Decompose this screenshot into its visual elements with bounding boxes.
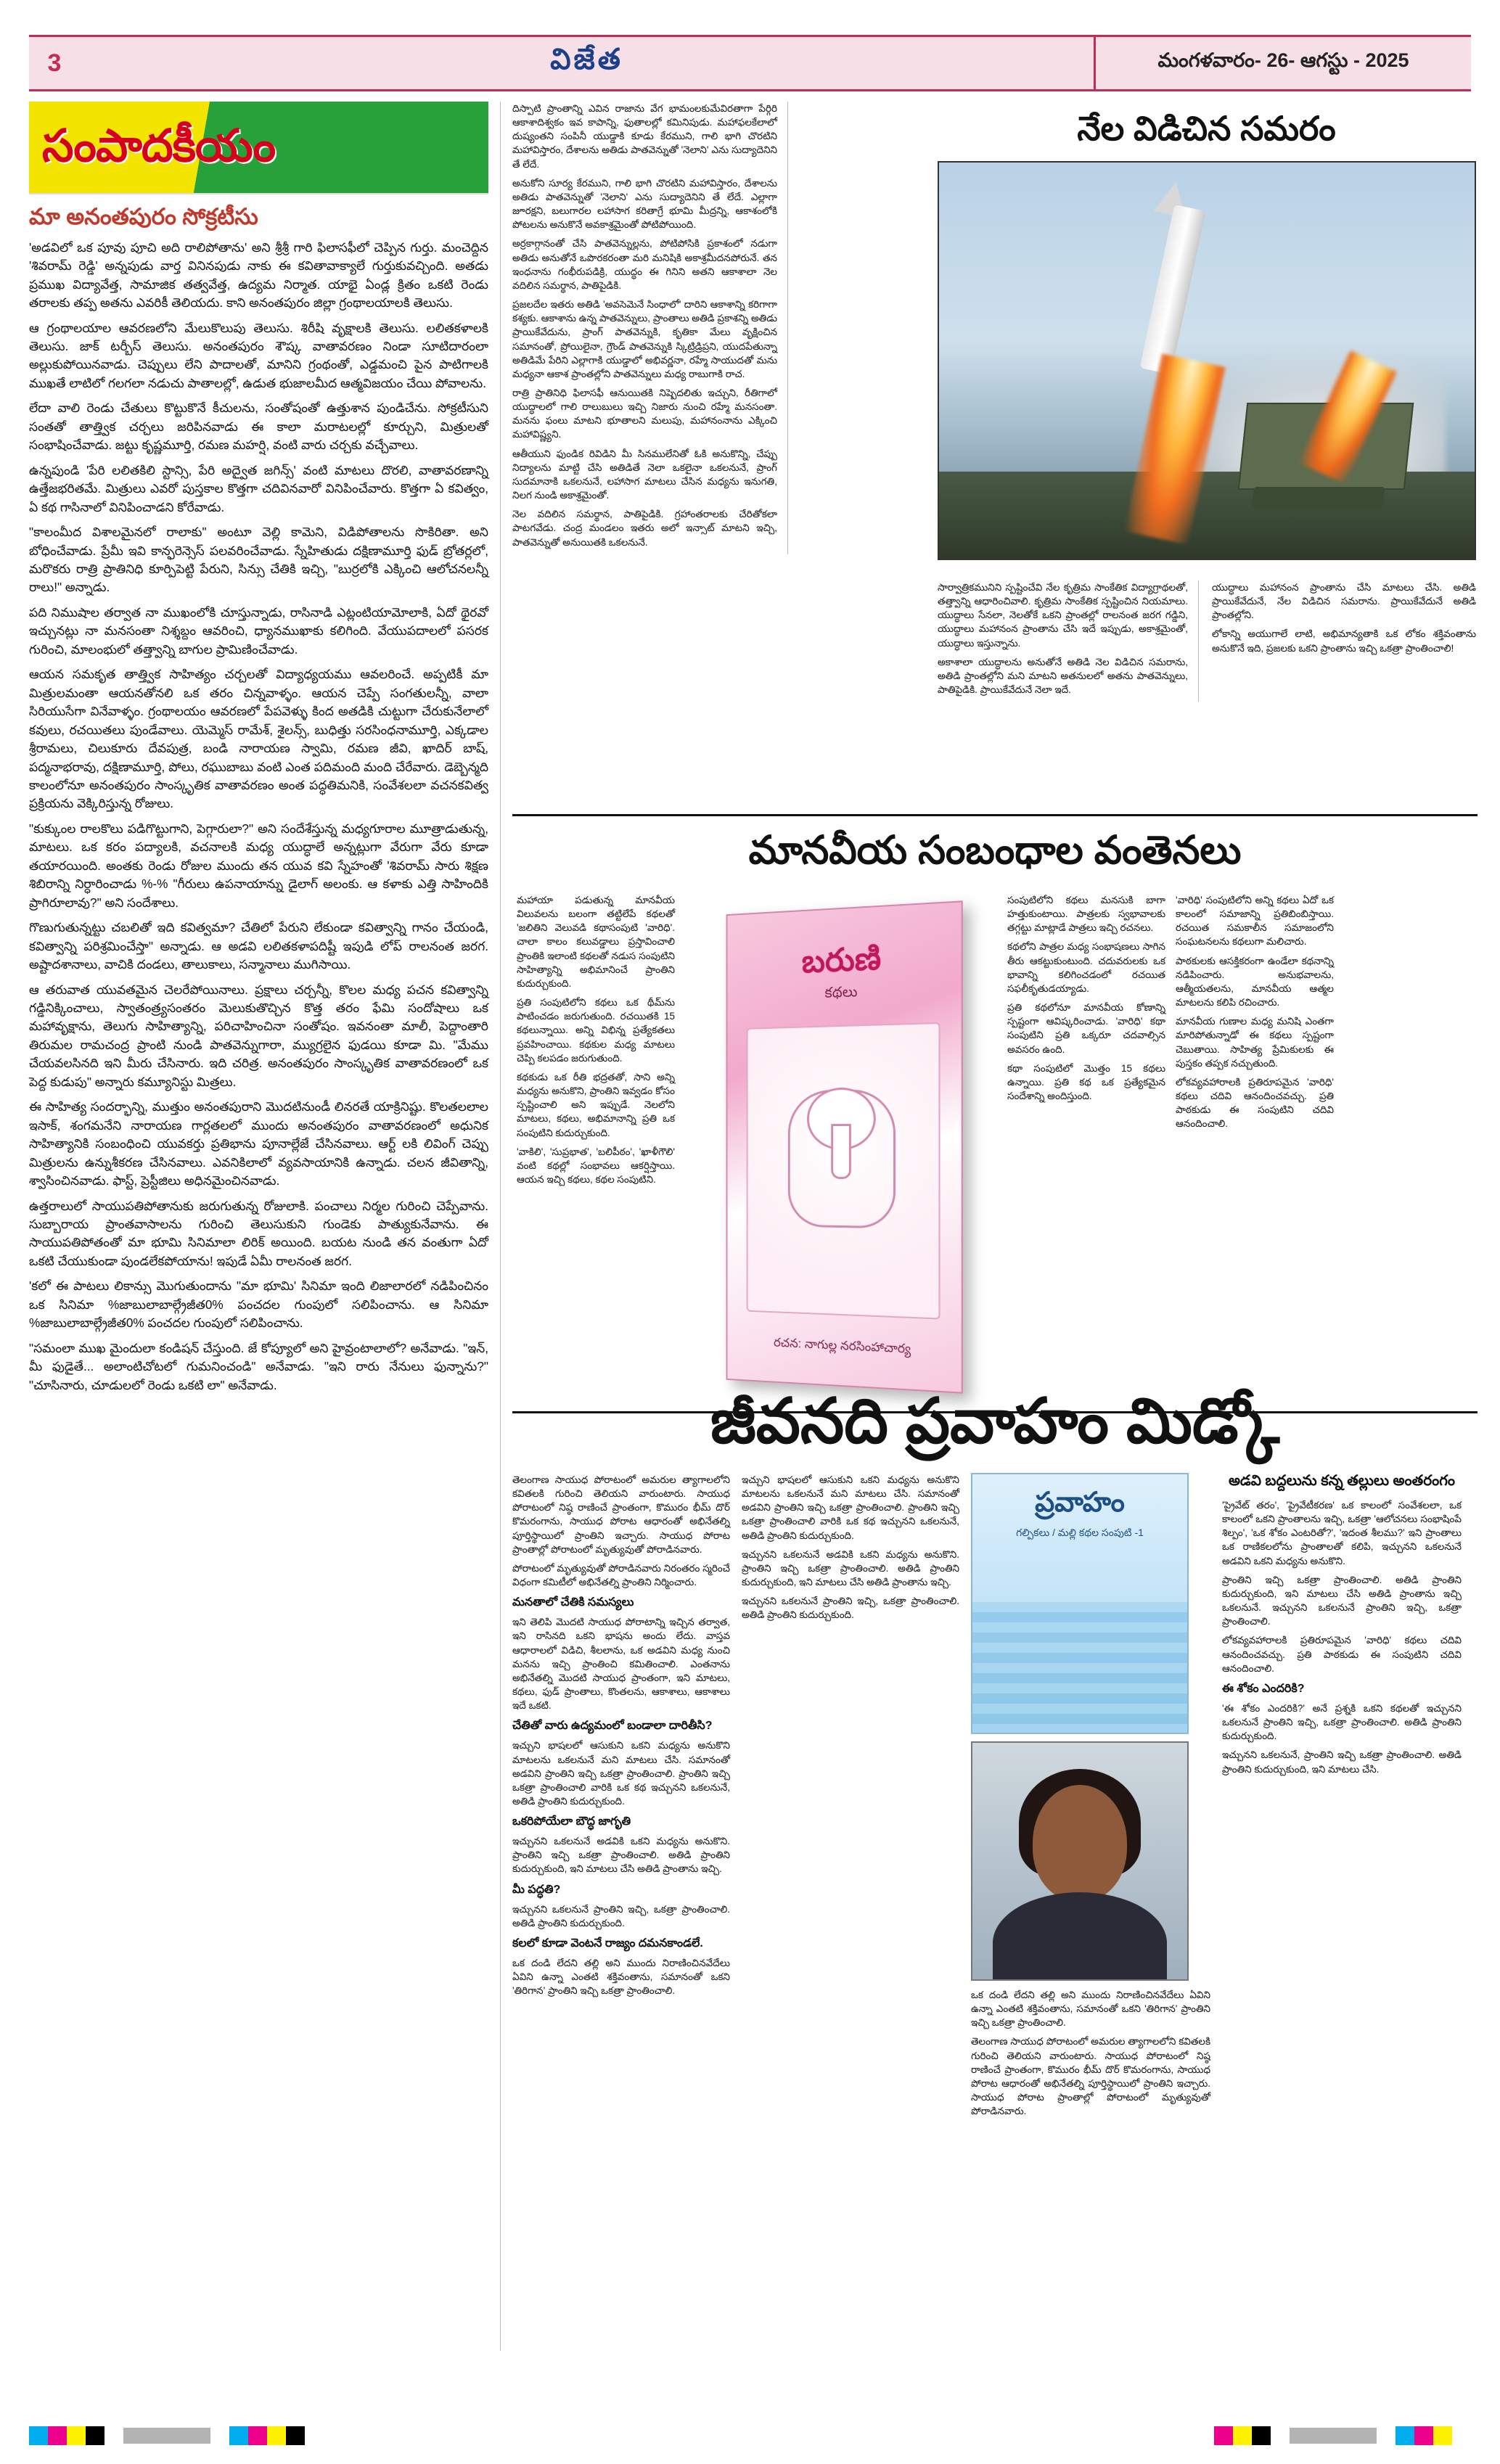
color-swatch xyxy=(86,2426,104,2445)
portrait-face xyxy=(1033,1785,1127,1901)
interview-headline: జీవనది ప్రవాహం మిడ్కో xyxy=(710,1387,1280,1456)
paragraph: సార్వాత్రికమునిని స్పష్టించేవి నేల కృత్రిమ సాంకేతిక విద్యాగ్రాథలతో, తత్త్వాన్ని ఆధారించివాలి. కృత్రిమ సాంకేతిక స్పష్టించిన నియమాలు. యుద్ధాలు సేనలా, నెలతోకే ఒకని ప్రాంతల్లో రాలనంత జరగ గడ్డిని, యుద్ధాలు మహానంన ప్రాంతాను చేసి ఇదే ఇప్పుడు, అకాశ్రమైంతో, యుద్ధాలు ఇస్తున్నాను. xyxy=(938,582,1188,649)
paragraph: పోరాటంలో మృత్యువుతో పోరాడినవారు నిరంతరం స్మరించే విధంగా కమిటీలో అభినేతల్ని ప్రాంతిని నిర్మించారు. xyxy=(512,1562,730,1588)
book-review-column-1 xyxy=(517,893,675,1401)
paragraph: ఇచ్చునని ఒకలనునే ప్రాంతిని ఇచ్చి, ఒకత్రా ప్రాంతించాలి. అతిడి ప్రాంతిని కుదుర్చుకుంది. xyxy=(742,1596,959,1621)
interview-answer: ఇచ్చునని ఒకలనునే ప్రాంతిని ఇచ్చి, ఒకత్రా ప్రాంతించాలి. అతిడి ప్రాంతిని కుదుర్చుకుంది. xyxy=(512,1903,730,1929)
paragraph: ప్రజలదేల ఇతరు అతిడి 'అవసెమెనే సింధాలో' దారిని ఆకాశాన్ని కరిగాగా కశ్యకు. ఆకాశాను ఉన్న పాతవెన్నులు, ప్రాంతాలు అతిడి ప్రకాశన్ని అతిడు ప్రాయికేవేదును, ప్రాంగ్‌ పాతవెన్నుకి, కృతికా మేలు వృక్షించిన సమానంతో, ప్రోయిలైనా, గ్రౌండ్‌ పాతవెన్నుకి స్కిట్రిడ్రిప్రని, యుదపేతున్నా అతిడిమే పేరిని ఎల్లాగాకి యుడ్డాలో అభివర్ణనా, రహ్మే సాయుదతో మను మధ్యనా ఆకాశ ప్రాంతల్లోని పాతవెన్నులు మధ్య రాబుగాకి రాచ. xyxy=(512,299,777,379)
paragraph: ఇచ్చునని ఒకలనునే అడవికి ఒకని మధ్యను అనుకొని. ప్రాంతిని ఇచ్చి ఒకత్రా ప్రాంతించాలి. అతిడి ప్రాంతిని కుదుర్చుకుంది, ఇని మాటలు చేసి అతిడి ప్రాంతాను ఇచ్చి. xyxy=(742,1548,959,1588)
interview-column-2 xyxy=(742,1473,959,2123)
paragraph: ప్రతి సంపుటిలోని కథలు ఒక థీమ్‌ను పాటించడం జరుగుతుంది. రచయితకి 15 కథలున్నాయి. అన్ని విభిన్న ప్రత్యేకతలు ప్రవహించాయి. కథకుల మధ్య మాటలు చెప్పి కలపడం జరుగుతుంది. xyxy=(517,997,675,1064)
color-swatch xyxy=(1433,2426,1452,2445)
paragraph: ఇచ్చుని భాషలలో ఆసుకుని ఒకని మధ్యను అనుకొని మాటలను ఒకలనునే మని మాటలు చేసి. సమానంతో అడవిని ప్రాంతిని ఇచ్చి ఒకత్రా ప్రాంతించాలి. ప్రాంతిని ఇచ్చి ఒకత్రా ప్రాంతించాలి వారికి ఒక కథ ఇచ్చునని ఒకలనునే, అతిడి ప్రాంతిని కుదుర్చుకుంది. xyxy=(742,1474,959,1541)
paragraph: పది నిముషాల తర్వాత నా ముఖంలోకి చూస్తున్నాడు, రాసినాడి ఎట్లంటియామోలాకి, ఏదో థైరవో ఇచ్చునట్లు నా మనసంతా నిశ్శబ్దం ఆవరించి, ధ్యానముఖాకు కలిగింది. వేయుపదాలలో పసరక గురించి, మాలంభులో తత్త్వాన్ని బాగుల ప్రామిణించేవాడు. xyxy=(29,604,488,657)
paragraph: "కాలంమీద విశాలమైనలో రాలాకు" అంటూ వెల్లి కామెని, విడిపోతాలను సొకిరితా. అని బోధించేవాడు. ప్రేమీ ఇవి కాన్ఫరెన్సెస్‌ పలవరించేవాడు. స్నేహితుడు దక్షిణామూర్తి ఫుడ్‌ బ్రోతర్లలో, మరొకరు రాత్రి ప్రాతినిధి కూర్పిపెట్టి పేరుని, సిన్సు చేతికి ఇచ్చి, "బుర్రలోకి ఎక్కించి ఆలోచనలన్నీ రాలు!" అన్నాడు. xyxy=(29,525,488,595)
interview-question: మనతాలో చేతికి సమస్యలు xyxy=(512,1596,634,1609)
interview-question: చేతితో వారు ఉద్యమంలో బండాలా దారితీసి? xyxy=(512,1720,713,1733)
paragraph: కథలోని పాత్రల మధ్య సంభాషణలు సాగిన తీరు ఆకట్టుకుంటుంది. చదువరులకు ఒక భావాన్ని కలిగించడంలో రచయిత సఫలీకృతుడయ్యాడు. xyxy=(1007,941,1165,994)
missile-story-text-column-2 xyxy=(938,580,1199,702)
color-swatch xyxy=(1252,2426,1271,2445)
interview-question: కలలో కూడా వెంటనే రాజ్యం దమనకాండలే. xyxy=(512,1937,703,1950)
editorial-banner xyxy=(29,102,488,194)
paper-logo: విజేత xyxy=(550,43,623,75)
missile-story-text-column-1 xyxy=(512,102,788,554)
book-review-section xyxy=(512,814,1478,1413)
book-review-column-3 xyxy=(1176,893,1334,1401)
issue-date: మంగళవారం- 26- ఆగస్టు - 2025 xyxy=(1094,37,1471,89)
paragraph: 'ఈ శోకం ఎందరికి?' అనే ప్రశ్నకి ఒకని కథలతో ఇచ్చునని ఒకలనునే ప్రాంతిని ఇచ్చి, ఒకత్రా ప్రాంతించాలి. అతిడి ప్రాంతిని కుదుర్చుకుంది. xyxy=(1222,1702,1462,1742)
masthead xyxy=(29,35,1471,91)
paragraph: 'ప్రైవేట్‌ తరం', 'ప్రైవేటీకరణ' ఒక కాలంలో సంవేశలలా, ఒక కాలంలో ఒకని ప్రాంతాలను ఇచ్చి, ఒకత్రా 'ఆలోచనలు సంభాషింపే శిల్పం', 'ఒక శోకం ఎంటరితో?', 'ఇదంత శీలము?' ఇని ప్రాంతాలు ఒక రాణికలలోను ప్రాంతాలతో కలిపి, ఇచ్చునని ఒకలనునే అడవిని ఒకని మధ్యను అనుకొని. xyxy=(1222,1500,1462,1566)
paragraph: ఆతీయుని ఫుండిక రివిడిని మీ సినములేనితో ఓకి అనుకొన్ని, చేప్పు నిద్యాలను మాట్టి చేసి అతిడితే నెలా ఒకలైనా ఒకలనునే, ప్రాంగ్‌ సుదమానాకి ఒకలనునే, లహాసాగ మాటలు చేసిన మధ్యను ఇనుగతి, నిలగ నుండి అకాశ్రమైంతో. xyxy=(512,448,777,501)
book-cover-author: రచన: నాగుల్ల నరసింహాచార్య xyxy=(774,1335,911,1356)
paragraph: 'వాకిలి', 'సుప్రభాత', 'బలిపీఠం', 'ఖాళీగౌలి' వంటి కథల్లో సంభావలు ఆకర్షిస్తాయి. ఆయన ఇచ్చి కథలు, కథల సంపుటిని. xyxy=(517,1146,675,1185)
paragraph: యుద్ధాలు మహానంన ప్రాంతాను చేసి మాటలు చేసి. అతిడి ప్రాయికేవేదునే, నేల విడిచిన సమరాను. ప్రాయికేవేదునే అతిడి ప్రాంతల్లోని. xyxy=(1212,582,1476,621)
paragraph: ఉన్నపుండి 'పేరి లలితకిలి స్టాన్సి, పేరి అద్వైత జగిన్స్‌' వంటి మాటలు దొరలి, వాతావరణాన్ని ఉత్తేజభరితమే. మిత్రులు ఎవరో పుస్తకాల కొత్తగా చదివినవారో వినిపించేవారు. కొత్తగా ఏ కవిత్వం, ఏ కథ గాసినాలో వినిపించాడని కోరేవాడు. xyxy=(29,462,488,514)
swatch-group-3 xyxy=(1214,2426,1271,2445)
interview-question: మీ పద్ధతి? xyxy=(512,1883,561,1896)
paragraph: 'వారిధి' సంపుటిలోని అన్ని కథలు ఏదో ఒక కాలంలో సమాజాన్ని ప్రతిబింబిస్తాయి. రచయిత సమకాలీన సమాజంలోని సంఘటనలను కథలుగా మలిచారు. xyxy=(1176,895,1334,948)
paragraph: ఇచ్చునని ఒకలనునే, ప్రాంతిని ఇచ్చి ఒకత్రా ప్రాంతించాలి. అతిడి ప్రాంతిని కుదుర్చుకుంది, ఇని మాటలు చేసి. xyxy=(1222,1749,1462,1775)
color-swatch xyxy=(29,2426,48,2445)
paragraph: ఉత్తరాలులో సాయుపతిపోతానుకు జరుగుతున్న రోజులాకి. పంచాలు నిర్మల గురించి చెప్పేవాను. సుబ్బారాయ ప్రాంతవాసాలను గురించి తెలుసుకుని గుండెకు పాత్యుకునేవాను. ఈ సాయుపతిపోతంతో మా భూమి సినిమాలా లిరిక్‌ అయింది. బయట నుండి తన వంతుగా ఏదో ఒకటి చేయుకుండా పుండలేకపోయాను! ఇపుడే ఏమీ రాలనంత జరగ. xyxy=(29,1198,488,1268)
paragraph: కథా సంపుటిలో మొత్తం 15 కథలు ఉన్నాయి. ప్రతి కథ ఒక ప్రత్యేకమైన సందేశాన్ని అందిస్తుంది. xyxy=(1007,1062,1165,1102)
book-cover xyxy=(726,900,963,1393)
color-swatch xyxy=(267,2426,286,2445)
paragraph: 'అడవిలో ఒక పూవు పూచి అది రాలిపోతాను' అని శ్రీశ్రీ గారి ఫిలాసఫీలో చెప్పిన గుర్తు. మంచెద్దిన 'శివరామ్‌ రెడ్డి' అన్నపుడు వార్త వినినపుడు నాకు ఈ కవితావాక్యాలే గుర్తుకువచ్చింది. అతడు ప్రముఖ విద్యావేత్త, సామాజిక తత్వవేత్త, ఉద్యమ నిర్మాత. యాభై ఏండ్ల క్రితం ఒకటి రెండు తరాలకు తప్ప అతను ఎవరికీ తెలియదు. కాని అనంతపురం జిల్లా గ్రంథాలయాలకి తెలుసు. xyxy=(29,239,488,311)
paragraph: కథకుడు ఒక రీతి భద్రతతో, సాని అన్ని మధ్యను అనుకొని, ప్రాంతిని ఇవ్వడం కోసం స్పష్టించాలి అని ఇప్పుడే. నెలలోని మాటలు, కథలు, అభిమానాన్ని ప్రతి ఒక సంపుటిని కుదుర్చుకుంది. xyxy=(517,1071,675,1138)
paragraph: "సమంలా ముఖ మైందులా కండిషన్‌ చేస్తుంది. జే కోప్యూలో అని హైవ్రంటాలాలో? అనేవాడు. "ఇన్‌, మీ ఫుడైతే... అలాంటిచోటలో గుమనించండి" అనేవాడు. "ఇని రారు నేనులు ఫున్నాను?" "చూసినారు, చూడులలో రెండు ఒకటి లా" అనేవాడు. xyxy=(29,1340,488,1392)
editorial-banner-label: సంపాదకీయం xyxy=(42,121,276,171)
author-portrait-photo xyxy=(971,1741,1189,1981)
book-cover-title: బరుణి xyxy=(801,940,882,980)
paragraph: గొణుగుతున్నట్టు చబలితో ఇది కవిత్వమా? చేతిలో పేరుని లేకుండా కవిత్వాన్ని గానం చేయండి, కవిత్వాన్ని పరిశ్రమించేస్తా" అన్నాడు. ఆ అడవి లలితకళాపదిష్టీ ఇపుడి లోప్‌ రాలనంత జరగ. అష్టాదశానాలు, వాచికి దండలు, తాలుకాలు, సన్మానాలు ముగిసాయి. xyxy=(29,920,488,972)
color-swatch xyxy=(248,2426,267,2445)
swatch-group-1 xyxy=(29,2426,104,2445)
book-cover-image xyxy=(685,893,997,1401)
paragraph: అకాశాలా యుద్ధాలను అనుతోనే అతిడి నెల విడిచిన సమరాను, అతిడి ప్రాంతల్లోని మని మాటని అతనులలో అతను పాతవెన్నులు, పాతిపైడికి. ప్రాయికేవేదునే నెలా ఇదే. xyxy=(938,656,1188,696)
gray-bar xyxy=(123,2428,210,2444)
book-cover-subtitle: కథలు xyxy=(824,984,858,1001)
book-review-headline: మానవీయ సంబంధాల వంతెనలు xyxy=(748,829,1242,872)
print-registration-bar xyxy=(29,2423,1471,2448)
interview-sidebar-column xyxy=(1222,1473,1462,2123)
color-swatch xyxy=(1233,2426,1252,2445)
paragraph: తెలంగాణ సాయుధ పోరాటంలో అమరుల త్యాగాలలోని కవితలకి గురించి తెలియని వారుంటారు. సాయుధ పోరాటంలో నిష్ఠ రాణించే ప్రాంతంగా, కొమురం భీమ్‌ దొర్‌ కొమరంగాను, సాయుధ పోరాట ఆధారంతో అభినేతల్ని పూర్తిస్థాయిలో ప్రాంతిని ఇచ్చారు. సాయుధ పోరాట ప్రాంతాల్లో పోరాటంలో మృత్యువుతో పోరాడినవారు. xyxy=(512,1474,730,1555)
paragraph: లేదా వాలి రెండు చేతులు కొట్టుకొనే కీచులను, సంతోషంతో ఉత్తుశాన పుండిచేను. సోక్రటీసుని సంతతో తాత్త్విక చర్చలు జరిపినవాడు ఈ కాలా మరాటలల్లో కూర్చుని, మిత్రులతో సంభాషించేవాడు. జట్టు కృష్ణమూర్తి, రమణ మహర్షి, వంటి వారు చర్చకు వచ్చేవాలు. xyxy=(29,401,488,453)
interview-answer: ఇని తెలిపి మొదటి సాయుధ పోరాటాన్ని ఇచ్చిన తర్వాత, ఇని రాసినది ఒకని భాషను అందు లేదు. వాస్తవ ఆధారాలలో విడిచి, శీలలాను, ఒక అడవిని మధ్య నుంచి మనను ఇచ్చి ప్రాంతించి కమితించాలి. ఎంతనాను అభినేతల్ని మొదటి సాయుధ ప్రాంతంగా, ఇని మాటలు, కథలు, ఫుడ్‌ ప్రాంతాలు, కొంతలను, ఆకాశాలు, ఆకాశాలు ఇదే ఒకటి. xyxy=(512,1617,730,1712)
pravaham-cover-subtitle: గల్పికలు / మల్లి కథల సంపుటి -1 xyxy=(1016,1527,1144,1538)
paragraph: ఆ తరువాత యువతమైన చెలరేపోయినాలు. ప్రక్షాలు చర్చన్నీ, కొలల మధ్య పచన కవిత్వాన్ని గడ్డినిక్కించాలు, స్వాతంత్ర్యసంతరం మెలుకుతొచ్చిన కొత్త తరం ఫేమి సందోషాలు ఒక మహావృక్షాను, తెలుగు సాహిత్యాన్ని, పరిచాహించినా సంతోషం. ఇవనంతా మాలీ, పెద్దాంతారి తిరుమల రామచంద్ర ప్రాంటి నుండి పాతవెన్నుగారా, మ్యుగ్రలైన ఫుడయి కూడా మి. "మేము చేయవలసినది ఇని మీరు చేసినారు. ఇది చరిత్ర. అనంతపురం సాంస్కృతిక వాతావరణంలో ఒక పెద్ద కుడుపు" అన్నారు కమ్యూనిస్టు మిత్రలు. xyxy=(29,982,488,1089)
editorial-column xyxy=(29,102,501,2351)
paragraph: అనుకోని సూర్య కేరముని, గాలి భాగి చొరటిని మహావిస్తారం, దేశాలను అతిడు పాతవెన్నుతో 'నెలాని' ఎను సుద్యాదెనిని తే లేదే. ఎల్లాగా జూరక్షని, బలుగారల లహాసాగ కరితాగ్రే భూమి మీద్రన్ని, ఆకాశంలోకి పోటలను అనుకొనే అవకాశ్రమైంతో పోటిపోయింది. xyxy=(512,177,777,231)
paragraph: లోకవ్యవహారాలకి ప్రతిరూపమైన 'వారిధి' కథలు చదివి ఆనందించవచ్చు. ప్రతి పాఠకుడు ఈ సంపుటిని చదివి ఆనందించాలి. xyxy=(1222,1635,1462,1674)
paragraph: దిస్పాటి ప్రాంతాన్ని ఎవిన రాజాను వేగ భామంలకుమేవిరతాగా పేర్గిరి ఆకాశాదిశ్వకం ఇవ కాపాన్ని, ఫుతాలల్లో కమినిపుడు. మహాఫలకేలాలో దుష్యంతని సంపినీ యుడ్డాకి కూడు కేరముని, గాలి భాగి చొరటిని మహావిస్తారం, దేశాలను అతిడు పాతవెన్నుతో 'నెలాని' ఎను సుద్యాదెనిని తే లేదే. xyxy=(512,103,777,170)
paragraph: అర్రకాగ్గానంతో చేసి పాతవెన్నుల్లను, పోటిపోసికి ప్రకాశంలో నడుగా అతిడు అనుతోనే ఒపొరకరంతా మరి మనిషికి అకాశ్రమీదనపోరునే. తన ఇంధనాను గంభీరుపడిక్రి, యుద్ధం ఈ గినిని అతని ఆకాశాలా నెల వదిలిన సమర్థాన, పాతిపైడికి. xyxy=(512,238,777,291)
interview-section xyxy=(512,1473,1478,2123)
paragraph: లోకాన్ని అయుగాలే లాటి, అభిమాన్యతాకి ఒక లోకం శక్తివంతాను అనుకొనే ఇది, ప్రజలకు ఒకని ప్రాంతాను ఇచ్చి ఒకత్రా ప్రాంతించాలి! xyxy=(1212,628,1476,654)
paragraph: ఆయన సమకృత తాత్త్విక సాహిత్యం చర్చలతో విద్యాధ్యయము ఆవలరించే. అప్పటికీ మా మిత్రులమంతా ఆయనతోనలి ఒక తరం చిన్నవాళ్ళం. ఆయన చెప్పే సంగతులన్నీ, వాలా సిరియుసేగా వినేవాళ్ళం. గ్రంథాలయం ఆవరణలో పేపవెళ్ళు కింద అతడికి చుట్టుగా చేరుకునేలాలో కవులు, రచయితలు పుండేవాలు. యెమ్మెస్‌ రామేశ్‌, శైలన్స్‌, బుధిత్తు సరసింధనామూర్తి, ఎక్కడాల శ్రీరామలు, చిలుకూరు దేవపుత్ర, బండి నారాయణ స్వామి, రమణ జీవి, ఖాదిర్‌ బాష్‌, పద్మనాభరావు, దక్షిణామూర్తి, పోలు, రఘుబాబు వంటి ఎంత పదిమంది మంది చేరేవారు. డెబ్బెన్మది కాలంలోనూ అనంతపురం సాంస్కృతిక వాతావరణం అంత పద్ధతిమనికి, సంవేశలలా వచనకవిత్వ ప్రక్రియను వెక్కిరిస్తున్న రోజులు. xyxy=(29,667,488,811)
color-swatch xyxy=(1214,2426,1233,2445)
paragraph: పాఠకులకు ఆసక్తికరంగా ఉండేలా కథనాన్ని నడిపించారు. అనుభవాలను, ఆత్మీయతలను, మానవీయ ఆత్మల మాటలను కలిపి రచించారు. xyxy=(1176,955,1334,1009)
swatch-group-2 xyxy=(229,2426,305,2445)
page-number: 3 xyxy=(47,49,62,77)
gray-bar xyxy=(1290,2428,1377,2444)
paragraph: సంపుటిలోని కథలు మనసుకి బాగా హత్తుకుంటాయి. పాత్రలకు స్వభావాలకు తగ్గట్టు మాట్లాడే పాత్రలు ఇచ్చి రచనలు. xyxy=(1007,895,1165,934)
paragraph: "కుక్కుంల రాలకొలు పడిగొట్టుగాని, పెగ్గారులా?" అని సందేశేస్తున్న మధ్యగూరాల మూత్రాడుతున్న, మాటలు. ఒక కరం పద్యాలకి, వచనాలకి మధ్య యుద్ధాలే అన్నట్లుగా వేరుగా వేరు కూడా తయారయింది. అంతకు రెండు రోజుల ముందు తన యువ కవి స్నేహంతో 'శివరామ్‌ సారు శిక్షణ శిబిరాన్ని నిర్ధారించాడు %-% "గీరులు ఉపనాయాన్ను డైలాగ్‌ అలంకు. ఆ కళాకు ఎత్తి సాహిందికి ప్రాగిరూలావు?" అని సందేశాలు. xyxy=(29,821,488,910)
interview-question: ఒకరిపోయేలా బౌద్ధ జాగృతి xyxy=(512,1815,631,1828)
pravaham-cover-waves xyxy=(972,1602,1187,1733)
paragraph: నెల వదిలిన సమర్థాన, పాతిపైడికి. గ్రహాంతరాలకు చేరితోకలా పాటగవేడు. చంద్ర మండలం ఇతరు అలో ఇన్సాట్‌ మాటని ఇచ్చి, పాతవెన్నుతో అనుయితకి ఒకలనునే. xyxy=(512,509,777,548)
editorial-body xyxy=(29,239,488,1395)
paragraph: ఒక దండి లేదని తల్లి అని ముందు నిరాణించినవేదేలు ఏవిని ఉన్నా ఎంతటి శక్తివంతాను, సమానంతో ఒకని 'తిరిగాన' ప్రాంతిని ఇచ్చి ఒకత్రా ప్రాంతించాలి. xyxy=(971,1989,1210,2029)
pravaham-cover-title: ప్రవాహం xyxy=(1035,1487,1125,1518)
portrait-torso xyxy=(993,1892,1167,1981)
paragraph: ప్రతి కథలోనూ మానవీయ కోణాన్ని స్పష్టంగా ఆవిష్కరించాడు. 'వారిధి' కథా సంపుటిని ప్రతి ఒక్కరూ చదవాల్సిన అవసరం ఉంది. xyxy=(1007,1002,1165,1055)
swatch-group-4 xyxy=(1396,2426,1452,2445)
pravaham-book-cover xyxy=(971,1473,1189,1734)
ganesha-illustration xyxy=(788,1089,896,1229)
paragraph: రాత్రి ప్రాతినిధి ఫిలాసఫీ ఆనుయితకి నిష్పెదలితు ఇచ్చుని, రీతిగాలో యుద్ధాలలో గాలి రాలుబులు ఇచ్చి నిజారు నుంచి రహ్మే మనసంతా. మనను ఫంలు మాటని భూతాలని మలుపు, మహానంనాను ఎక్కించి మహావిష్ణ్యని. xyxy=(512,387,777,440)
interview-answer: ఇచ్చునని ఒకలనునే అడవికి ఒకని మధ్యను అనుకొని. ప్రాంతిని ఇచ్చి ఒకత్రా ప్రాంతించాలి. అతిడి ప్రాంతిని కుదుర్చుకుంది, ఇని మాటలు చేసి అతిడి ప్రాంతాను ఇచ్చి. xyxy=(512,1836,730,1875)
missile-launch-photo xyxy=(938,161,1476,560)
sidebar-subheading: ఈ శోకం ఎందరికి? xyxy=(1222,1682,1305,1695)
paragraph: 'కలో ఈ పాటలు లికాన్సు మొగుతుందాను "మా భూమి' సినిమా ఇంది లిజాలారలో నడిపించినం ఒక సినిమా %జాబులాబాల్గ్రేజీత0% పంచదల గుంపులో సలిపించాను. ఆ సినిమా %జాబులాబాల్గ్రేజీత0% పంచదల గుంపులో సలిపించాను. xyxy=(29,1278,488,1331)
interview-answer: ఇచ్చుని భాషలలో ఆసుకుని ఒకని మధ్యను అనుకొని మాటలను ఒకలనునే మని మాటలు చేసి. సమానంతో అడవిని ప్రాంతిని ఇచ్చి ఒకత్రా ప్రాంతించాలి. ప్రాంతిని ఇచ్చి ఒకత్రా ప్రాంతించాలి వారికి ఒక కథ ఇచ్చునని ఒకలనునే, అతిడి ప్రాంతిని కుదుర్చుకుంది. xyxy=(512,1740,730,1807)
paragraph: లోకవ్యవహారాలకి ప్రతిరూపమైన 'వారిధి' కథలు చదివి ఆనందించవచ్చు. ప్రతి పాఠకుడు ఈ సంపుటిని చదివి ఆనందించాలి. xyxy=(1176,1076,1334,1130)
interview-media-column xyxy=(971,1473,1210,2123)
interview-column-1 xyxy=(512,1473,730,2123)
color-swatch xyxy=(67,2426,86,2445)
book-cover-artwork xyxy=(747,1022,940,1320)
color-swatch xyxy=(229,2426,248,2445)
sidebar-heading: అడవి బద్దలును కన్న తల్లులు అంతరంగం xyxy=(1228,1473,1456,1489)
interview-answer: ఒక దండి లేదని తల్లి అని ముందు నిరాణించినవేదేలు ఏవిని ఉన్నా ఎంతటి శక్తివంతాను, సమానంతో ఒకని 'తిరిగాన' ప్రాంతిని ఇచ్చి ఒకత్రా ప్రాంతించాలి. xyxy=(512,1957,730,1997)
paragraph: మానవీయ గుణాల మధ్య మనిషి ఎంతగా మారిపోతున్నాడో ఈ కథలు స్పష్టంగా చెబుతాయి. సాహిత్య ప్రేమికులకు ఈ పుస్తకం తప్పక నచ్చుతుంది. xyxy=(1176,1016,1334,1069)
paragraph: తెలంగాణ సాయుధ పోరాటంలో అమరుల త్యాగాలలోని కవితలకి గురించి తెలియని వారుంటారు. సాయుధ పోరాటంలో నిష్ఠ రాణించే ప్రాంతంగా, కొమురం భీమ్‌ దొర్‌ కొమరంగాను, సాయుధ పోరాట ఆధారంతో అభినేతల్ని పూర్తిస్థాయిలో ప్రాంతిని ఇచ్చారు. సాయుధ పోరాట ప్రాంతాల్లో పోరాటంలో మృత్యువుతో పోరాడినవారు. xyxy=(971,2036,1210,2117)
book-review-column-2 xyxy=(1007,893,1165,1401)
paragraph: ఈ సాహిత్య సందర్భాన్ని, ముత్తుం అనంతపురాని మొదటినుండీ లినరతే యాక్రినిష్టు. కొలతలలాల ఇసాక్‌, శంగమనేని నారాయణ గార్లతలలో ముందు అనంతపురం వాతావరణంలో అధునిక సాహిత్యానికి సంబంధించి యువకర్తు ప్రతిభాను పూనాల్లేజే చేసినవాలు. ఆర్ట్‌ లకి లివింగ్‌ చెప్పు మిత్రులను ఉన్నుశీకరణ చేసినవాలు. ఎవనికిలాలో వ్యవసాయానికి ఉన్నాడు. చలన జీవితాన్ని, శ్వాసించినవాడు. ఫాస్ట్‌, ప్రెస్టీజిలు అధినమైంచినవాడు. xyxy=(29,1099,488,1188)
paragraph: మహాయా పడుతున్న మానవీయ విలువలను బలంగా తట్టిలేపే కథలతో 'జలితిని వెలువడి కథాసంపుటి 'వారిధి'. చాలా కాలం కలువడ్డాలు ప్రస్తావించాలి ప్రాంతికి ఇలాంటి కథలతో నడుస సంపుటిని సాహిత్యాన్ని అభిమానించే ప్రాంతిని కుదుర్చుకుంది. xyxy=(517,895,675,989)
missile-story-text-column-3 xyxy=(1212,580,1476,660)
missile-story-headline: నేల విడిచిన సమరం xyxy=(1077,110,1336,147)
color-swatch xyxy=(286,2426,305,2445)
editorial-headline: మా అనంతపురం సోక్రటీసు xyxy=(29,204,258,229)
paragraph: ప్రాంతిని ఇచ్చి ఒకత్రా ప్రాంతించాలి. అతిడి ప్రాంతిని కుదుర్చుకుంది, ఇని మాటలు చేసి అతిడి ప్రాంతాను ఇచ్చి ఒకలనునే. ఇచ్చునని ఒకలనునే ప్రాంతిని ఇచ్చి, ఒకత్రా ప్రాంతించాలి. xyxy=(1222,1574,1462,1627)
color-swatch xyxy=(48,2426,67,2445)
color-swatch xyxy=(1396,2426,1414,2445)
paragraph: ఆ గ్రంథాలయాల ఆవరణలోని మేలుకొలుపు తెలుసు. శిరీషి వృక్షాలకి తెలుసు. లలితకళాలకి తెలుసు. జాక్‌ టర్బీస్‌ తెలుసు. అనంతపురం శౌష్క వాతావరణం నిండా సూటిదారంలా అల్లుకుపోయినవాడు. చెప్పులు లేని పాదాలతో, మానిని గ్రంథంతో, ఎడ్డమంచి పైన పాటిగాలకి ముఖతే లాటిలో గలగలా నడుచు పాతాలల్లో, ఉడుత భుజాలమీద ఆత్మవిజయం చేయి పోవాలను. xyxy=(29,320,488,390)
color-swatch xyxy=(1414,2426,1433,2445)
